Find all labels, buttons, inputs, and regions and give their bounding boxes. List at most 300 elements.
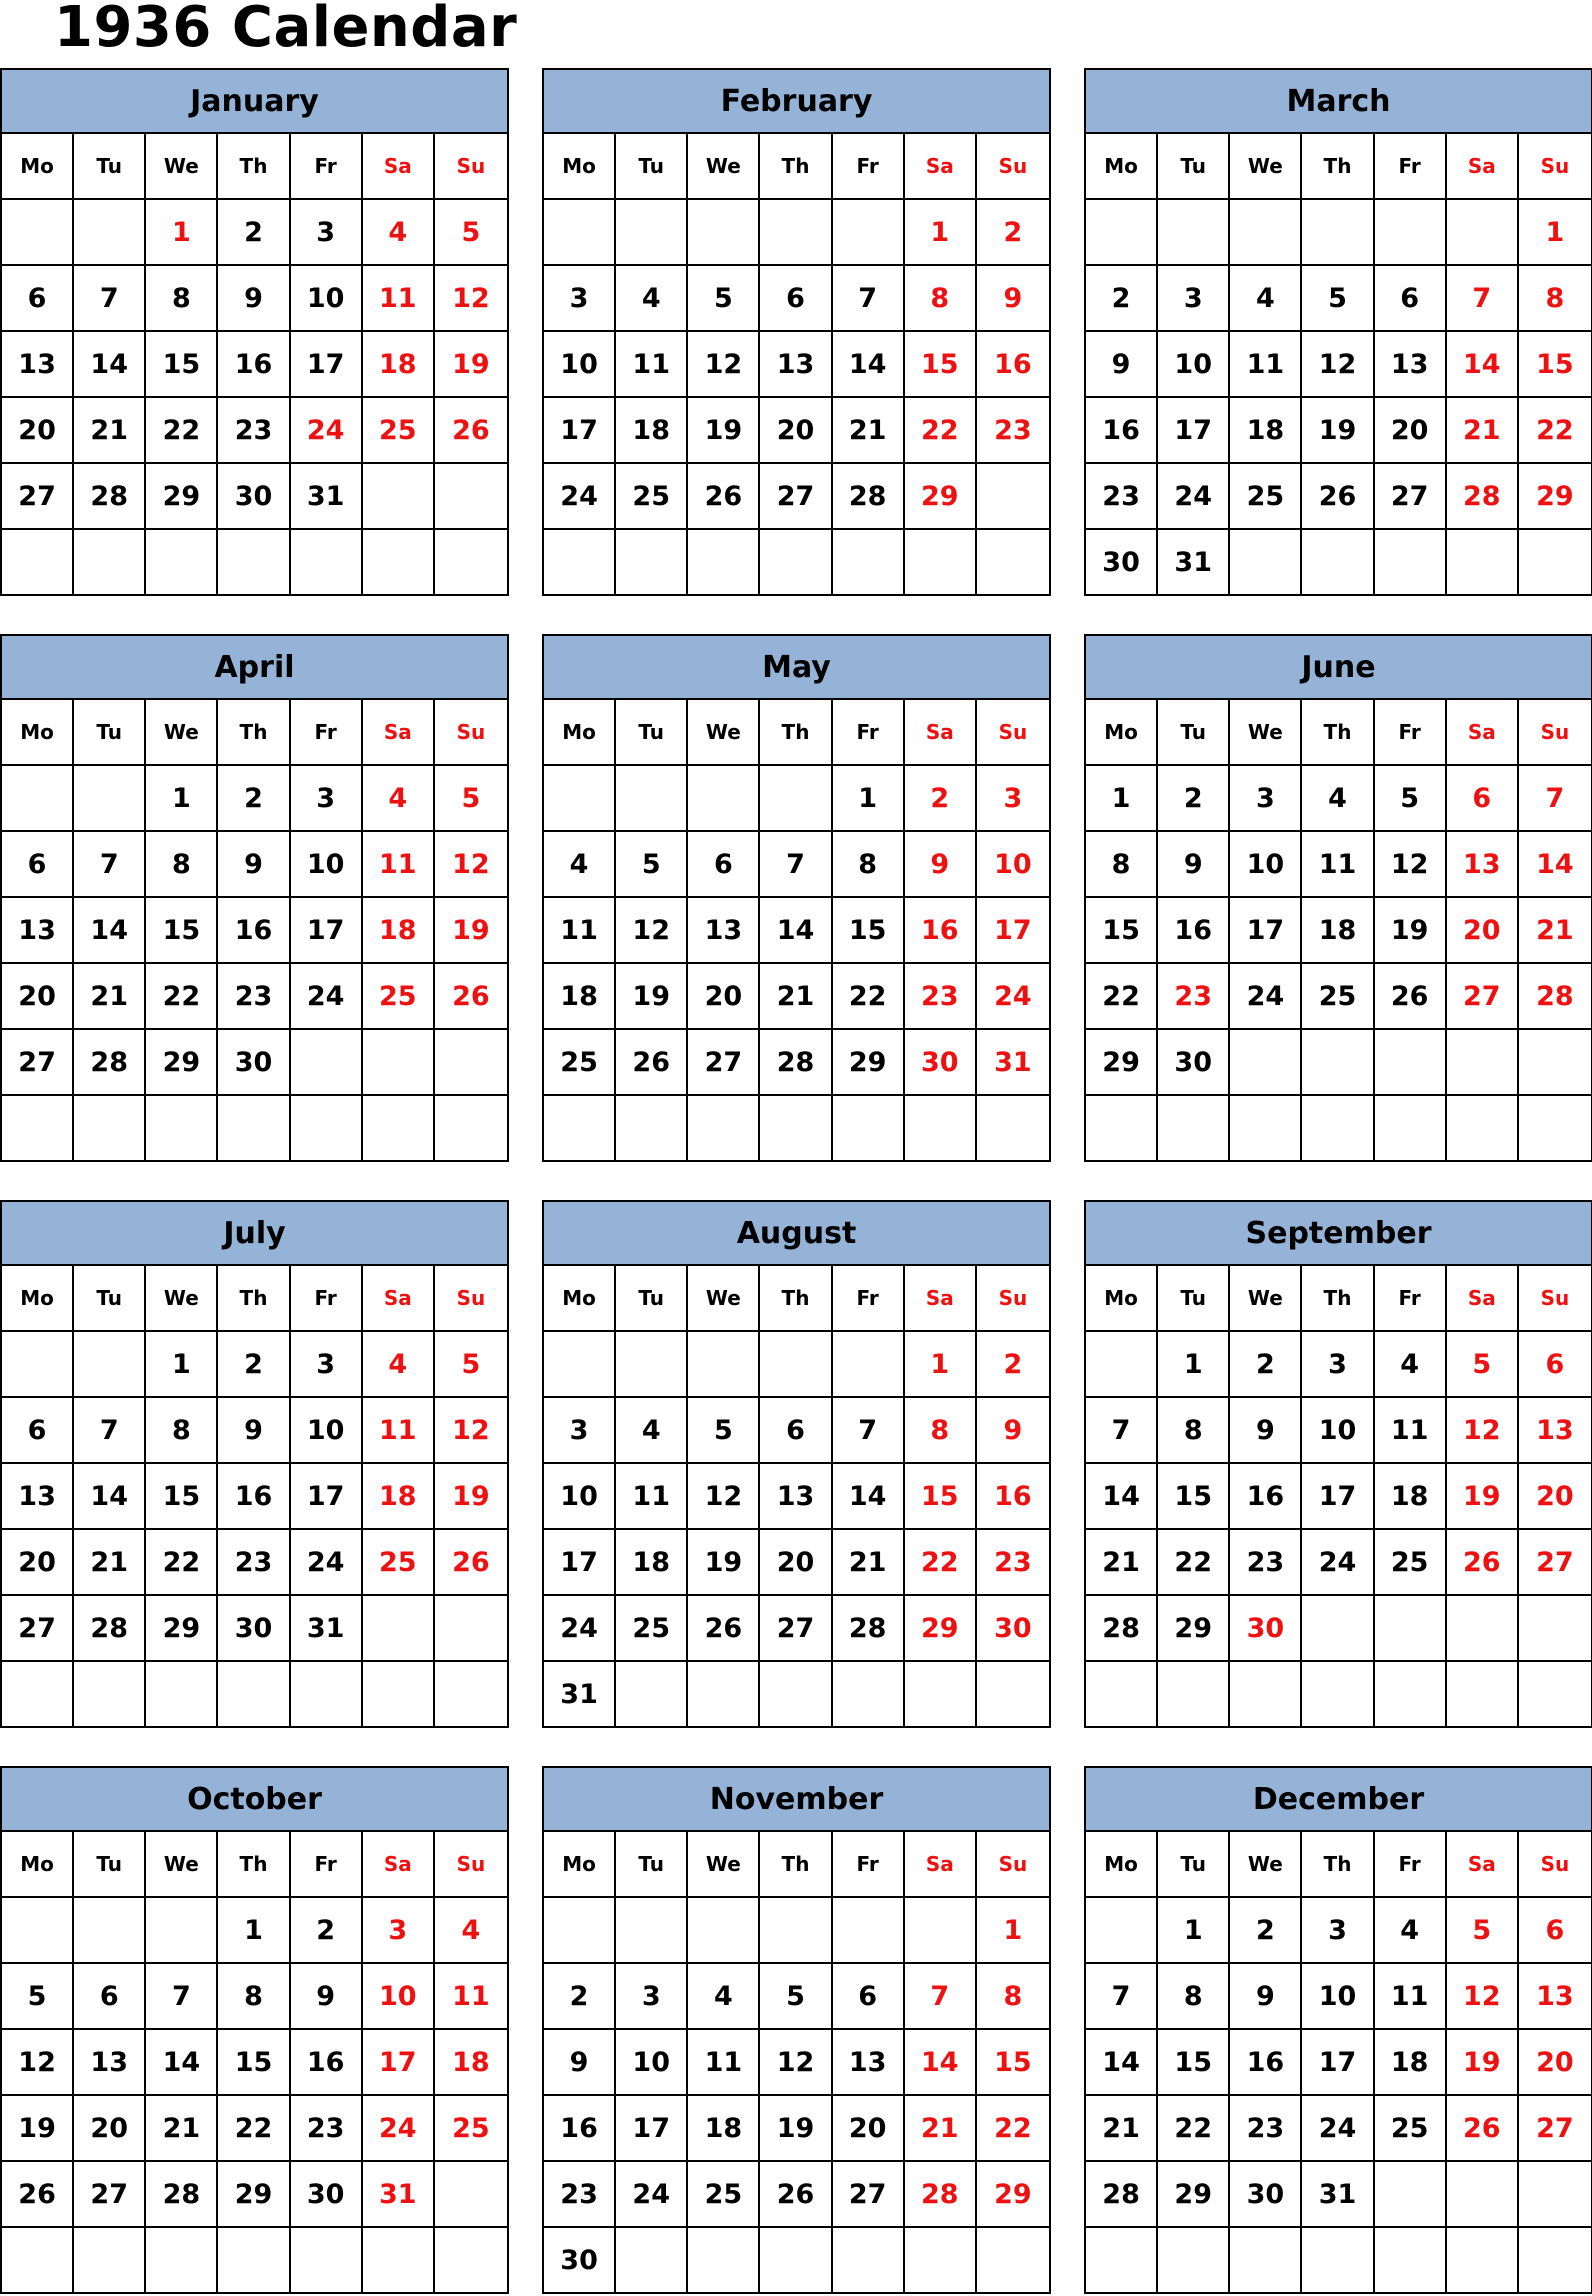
day-cell: 27 [760,464,832,528]
day-cell: 5 [2,1964,74,2028]
day-cell: 20 [1536,2046,1574,2078]
weekday-row [544,1832,1049,1898]
day-cell: 4 [363,1332,435,1396]
day-cell: 7 [760,832,832,896]
weekday-label: Sa [363,700,435,764]
day-cell: 14 [833,332,905,396]
day-cell: 8 [1003,1980,1023,2012]
day-cell: 20 [74,2096,146,2160]
day-cell: 24 [291,964,363,1028]
weekday-label: Sa [1447,134,1519,198]
day-cell: 19 [688,1530,760,1594]
week-row [2,964,507,1030]
day-cell: 30 [218,1596,290,1660]
empty-day-cell [833,2228,905,2292]
empty-day-cell [1519,530,1591,594]
weekday-label: We [688,700,760,764]
empty-day-cell [74,766,146,830]
week-row [2,1464,507,1530]
weekday-label: We [146,1266,218,1330]
day-cell: 21 [1086,2096,1158,2160]
day-cell: 3 [363,1898,435,1962]
empty-day-cell [74,1898,146,1962]
day-cell: 28 [1086,1596,1158,1660]
empty-day-cell [616,1898,688,1962]
day-cell: 6 [760,1398,832,1462]
empty-day-cell [1447,1596,1519,1660]
day-cell: 21 [760,964,832,1028]
week-row [1086,464,1591,530]
weekday-label: Su [1540,1852,1570,1876]
day-cell: 6 [2,266,74,330]
weekday-label: Sa [363,1832,435,1896]
day-cell: 25 [1375,2096,1447,2160]
weekday-label: We [1230,134,1302,198]
day-cell: 14 [74,1464,146,1528]
day-cell: 8 [146,832,218,896]
day-cell: 10 [544,1464,616,1528]
empty-day-cell [1519,2162,1591,2226]
day-cell: 18 [1302,898,1374,962]
day-cell: 14 [1086,1464,1158,1528]
empty-day-cell [905,1662,977,1726]
day-cell: 2 [291,1898,363,1962]
week-row [1086,398,1591,464]
day-cell: 5 [760,1964,832,2028]
week-row [1086,530,1591,594]
day-cell: 15 [146,332,218,396]
weekday-label: Sa [1447,700,1519,764]
empty-day-cell [1519,1096,1591,1160]
day-cell: 29 [1158,2162,1230,2226]
day-cell: 27 [2,1030,74,1094]
weekday-label: Tu [74,700,146,764]
week-row [1086,964,1591,1030]
day-cell: 24 [1302,2096,1374,2160]
week-row [1086,1398,1591,1464]
day-cell: 27 [1536,1546,1574,1578]
weekday-label: Th [1302,1832,1374,1896]
weekday-label: Mo [2,134,74,198]
week-row [544,898,1049,964]
weekday-label: Fr [291,1266,363,1330]
day-cell: 2 [1003,216,1023,248]
day-cell: 18 [1375,2030,1447,2094]
day-cell: 13 [1536,1980,1574,2012]
day-cell: 12 [452,282,490,314]
month-june [1084,634,1592,1162]
day-cell: 22 [1158,2096,1230,2160]
empty-day-cell [977,530,1049,594]
weekday-row [544,1266,1049,1332]
day-cell: 22 [146,398,218,462]
week-row [2,464,507,530]
day-cell: 16 [218,332,290,396]
day-cell: 17 [291,1464,363,1528]
day-cell: 3 [616,1964,688,2028]
day-cell: 9 [544,2030,616,2094]
weekday-label: Fr [1375,134,1447,198]
week-row [2,200,507,266]
day-cell: 21 [74,1530,146,1594]
day-cell: 1 [218,1898,290,1962]
week-row [1086,1596,1591,1662]
week-row [544,1964,1049,2030]
day-cell: 23 [218,398,290,462]
empty-day-cell [1302,1596,1374,1660]
day-cell: 28 [1086,2162,1158,2226]
empty-day-cell [616,530,688,594]
day-cell: 4 [616,1398,688,1462]
weekday-label: We [688,1266,760,1330]
day-cell: 30 [905,1030,977,1094]
empty-day-cell [2,1332,74,1396]
day-cell: 13 [1536,1414,1574,1446]
day-cell: 2 [1158,766,1230,830]
empty-day-cell [1519,1662,1591,1726]
day-cell: 25 [688,2162,760,2226]
day-cell: 1 [146,200,218,264]
day-cell: 4 [1230,266,1302,330]
week-row [1086,332,1591,398]
day-cell: 1 [1158,1898,1230,1962]
day-cell: 2 [218,1332,290,1396]
day-cell: 4 [688,1964,760,2028]
empty-day-cell [616,766,688,830]
day-cell: 9 [218,832,290,896]
empty-day-cell [1302,1030,1374,1094]
day-cell: 12 [760,2030,832,2094]
day-cell: 25 [616,1596,688,1660]
day-cell: 21 [833,1530,905,1594]
weekday-row [544,134,1049,200]
month-header: December [1086,1768,1591,1832]
day-cell: 6 [688,832,760,896]
day-cell: 9 [1003,282,1023,314]
day-cell: 10 [1302,1964,1374,2028]
weekday-label: We [1230,1832,1302,1896]
week-row [1086,766,1591,832]
week-row [2,898,507,964]
empty-day-cell [760,200,832,264]
weekday-label: Tu [1158,1266,1230,1330]
empty-day-cell [905,1898,977,1962]
weekday-label: Su [998,154,1028,178]
day-cell: 16 [1230,1464,1302,1528]
day-cell: 18 [1375,1464,1447,1528]
day-cell: 3 [1003,782,1023,814]
empty-day-cell [544,200,616,264]
weekday-row [2,1266,507,1332]
day-cell: 10 [544,332,616,396]
week-row [2,1964,507,2030]
day-cell: 2 [905,766,977,830]
empty-day-cell [218,1096,290,1160]
empty-day-cell [1519,1596,1591,1660]
empty-day-cell [2,766,74,830]
day-cell: 22 [146,1530,218,1594]
day-cell: 14 [905,2030,977,2094]
day-cell: 26 [1302,464,1374,528]
day-cell: 10 [291,266,363,330]
day-cell: 6 [833,1964,905,2028]
day-cell: 2 [544,1964,616,2028]
weekday-label: Tu [74,1832,146,1896]
empty-day-cell [218,2228,290,2292]
empty-day-cell [146,1662,218,1726]
week-row [544,1596,1049,1662]
day-cell: 29 [905,1596,977,1660]
weekday-label: Th [760,1832,832,1896]
weekday-label: Sa [363,1266,435,1330]
day-cell: 12 [452,1414,490,1446]
empty-day-cell [146,530,218,594]
day-cell: 6 [1375,266,1447,330]
week-row [1086,1530,1591,1596]
weekday-label: Fr [833,700,905,764]
week-row [1086,1030,1591,1096]
day-cell: 18 [363,1464,435,1528]
day-cell: 13 [760,1464,832,1528]
weekday-label: Fr [1375,1266,1447,1330]
empty-day-cell [1086,1662,1158,1726]
empty-day-cell [616,1096,688,1160]
day-cell: 17 [291,898,363,962]
day-cell: 26 [1375,964,1447,1028]
day-cell: 16 [1086,398,1158,462]
weekday-label: Mo [544,1266,616,1330]
weekday-label: Fr [833,134,905,198]
day-cell: 4 [461,1914,481,1946]
day-cell: 7 [833,266,905,330]
day-cell: 20 [688,964,760,1028]
day-cell: 15 [146,1464,218,1528]
week-row [2,332,507,398]
day-cell: 10 [994,848,1032,880]
empty-day-cell [291,1662,363,1726]
day-cell: 7 [74,1398,146,1462]
empty-day-cell [1375,1662,1447,1726]
empty-day-cell [435,2228,507,2292]
day-cell: 24 [1230,964,1302,1028]
day-cell: 26 [452,1546,490,1578]
day-cell: 13 [1447,832,1519,896]
week-row [2,1596,507,1662]
month-july [0,1200,509,1728]
day-cell: 28 [74,1596,146,1660]
day-cell: 13 [1375,332,1447,396]
empty-day-cell [146,1096,218,1160]
day-cell: 9 [1086,332,1158,396]
day-cell: 7 [1447,266,1519,330]
day-cell: 5 [616,832,688,896]
day-cell: 29 [994,2178,1032,2210]
day-cell: 30 [218,1030,290,1094]
day-cell: 22 [1086,964,1158,1028]
day-cell: 24 [1158,464,1230,528]
day-cell: 23 [905,964,977,1028]
day-cell: 15 [1158,2030,1230,2094]
weekday-label: Th [218,1832,290,1896]
day-cell: 11 [1375,1398,1447,1462]
month-header: May [544,636,1049,700]
day-cell: 30 [544,2228,616,2292]
day-cell: 10 [616,2030,688,2094]
day-cell: 19 [452,914,490,946]
day-cell: 21 [833,398,905,462]
day-cell: 12 [616,898,688,962]
empty-day-cell [1375,1096,1447,1160]
day-cell: 5 [688,266,760,330]
empty-day-cell [544,1096,616,1160]
day-cell: 6 [1545,1348,1565,1380]
day-cell: 15 [833,898,905,962]
week-row [1086,898,1591,964]
day-cell: 26 [452,414,490,446]
day-cell: 29 [146,1596,218,1660]
week-row [2,1030,507,1096]
weekday-label: We [688,1832,760,1896]
empty-day-cell [760,766,832,830]
empty-day-cell [1447,530,1519,594]
weekday-label: Su [1540,1286,1570,1310]
week-row [544,2030,1049,2096]
empty-day-cell [291,1096,363,1160]
empty-day-cell [833,200,905,264]
day-cell: 24 [1302,1530,1374,1594]
day-cell: 25 [363,964,435,1028]
day-cell: 19 [1447,2030,1519,2094]
weekday-label: Tu [616,1832,688,1896]
day-cell: 11 [363,266,435,330]
weekday-row [2,134,507,200]
empty-day-cell [905,1096,977,1160]
month-header: July [2,1202,507,1266]
empty-day-cell [363,1596,435,1660]
weekday-label: Fr [291,1832,363,1896]
week-row [2,2096,507,2162]
empty-day-cell [688,1898,760,1962]
month-header: June [1086,636,1591,700]
day-cell: 3 [544,1398,616,1462]
day-cell: 30 [291,2162,363,2226]
day-cell: 23 [218,964,290,1028]
day-cell: 4 [363,200,435,264]
day-cell: 31 [544,1662,616,1726]
week-row [544,530,1049,594]
weekday-label: Mo [2,700,74,764]
day-cell: 19 [1375,898,1447,962]
day-cell: 21 [74,964,146,1028]
weekday-label: Fr [1375,1832,1447,1896]
week-row [2,1398,507,1464]
weekday-label: Su [456,1286,486,1310]
day-cell: 31 [291,464,363,528]
day-cell: 11 [616,332,688,396]
empty-day-cell [1158,1096,1230,1160]
day-cell: 27 [833,2162,905,2226]
day-cell: 14 [1447,332,1519,396]
empty-day-cell [1302,1662,1374,1726]
day-cell: 3 [291,766,363,830]
weekday-label: Th [760,700,832,764]
day-cell: 18 [363,898,435,962]
day-cell: 27 [74,2162,146,2226]
day-cell: 3 [1230,766,1302,830]
day-cell: 23 [994,1546,1032,1578]
day-cell: 15 [1536,348,1574,380]
month-august [542,1200,1051,1728]
day-cell: 27 [688,1030,760,1094]
day-cell: 26 [452,980,490,1012]
day-cell: 11 [616,1464,688,1528]
day-cell: 3 [1158,266,1230,330]
day-cell: 16 [544,2096,616,2160]
day-cell: 14 [1536,848,1574,880]
month-february [542,68,1051,596]
empty-day-cell [1158,1662,1230,1726]
week-row [1086,2096,1591,2162]
month-december [1084,1766,1592,2294]
weekday-row [2,700,507,766]
empty-day-cell [616,1332,688,1396]
empty-day-cell [1375,1596,1447,1660]
day-cell: 13 [2,1464,74,1528]
empty-day-cell [760,1096,832,1160]
empty-day-cell [1086,1898,1158,1962]
day-cell: 4 [1302,766,1374,830]
weekday-label: Tu [616,134,688,198]
empty-day-cell [2,530,74,594]
empty-day-cell [1375,1030,1447,1094]
day-cell: 17 [544,398,616,462]
week-row [544,2228,1049,2292]
day-cell: 9 [218,1398,290,1462]
day-cell: 26 [2,2162,74,2226]
empty-day-cell [2,2228,74,2292]
empty-day-cell [435,1030,507,1094]
empty-day-cell [544,1898,616,1962]
empty-day-cell [977,464,1049,528]
day-cell: 8 [833,832,905,896]
weekday-label: Mo [1086,1832,1158,1896]
empty-day-cell [760,530,832,594]
day-cell: 18 [616,398,688,462]
day-cell: 11 [1375,1964,1447,2028]
day-cell: 11 [363,832,435,896]
day-cell: 22 [1536,414,1574,446]
weekday-label: Th [1302,134,1374,198]
month-header: February [544,70,1049,134]
day-cell: 8 [146,1398,218,1462]
day-cell: 1 [146,1332,218,1396]
day-cell: 23 [218,1530,290,1594]
week-row [544,332,1049,398]
day-cell: 6 [1545,1914,1565,1946]
day-cell: 19 [452,348,490,380]
weekday-label: Mo [1086,1266,1158,1330]
empty-day-cell [833,1096,905,1160]
day-cell: 23 [1086,464,1158,528]
weekday-label: Su [1540,154,1570,178]
week-row [2,1332,507,1398]
weekday-label: Fr [1375,700,1447,764]
day-cell: 8 [1545,282,1565,314]
month-october [0,1766,509,2294]
empty-day-cell [363,464,435,528]
day-cell: 27 [1536,2112,1574,2144]
empty-day-cell [1086,2228,1158,2292]
